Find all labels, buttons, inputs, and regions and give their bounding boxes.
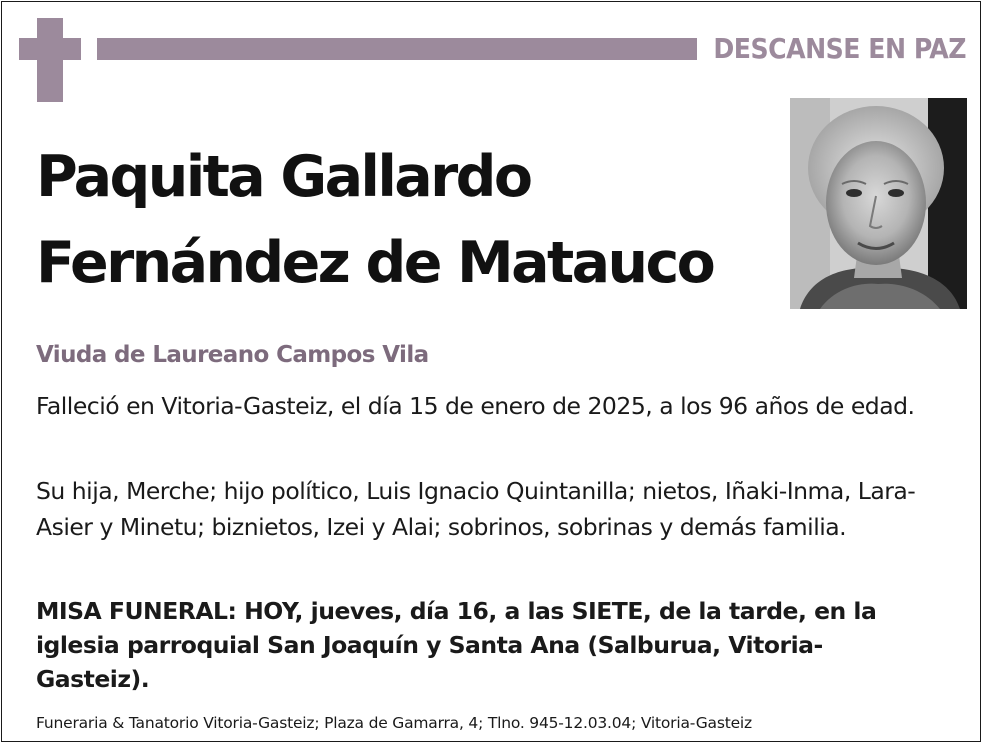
- funeral-home-footer: Funeraria & Tanatorio Vitoria-Gasteiz; Plaza de Gamarra, 4; Tlno. 945-12.03.04; Vitoria-Gasteiz: [36, 714, 752, 732]
- deceased-name-line1: Paquita Gallardo: [36, 144, 531, 210]
- widow-line: Viuda de Laureano Campos Vila: [36, 342, 429, 368]
- cross-icon-horizontal: [19, 38, 81, 60]
- deceased-name-line2: Fernández de Matauco: [36, 230, 714, 296]
- family-list: Su hija, Merche; hijo político, Luis Ignacio Quintanilla; nietos, Iñaki-Inma, Lara-Asier y Minetu; biznietos, Izei y Alai; sobrinos, sobrinas y demás familia.: [36, 477, 916, 541]
- header-rule: [97, 38, 697, 60]
- header-label: DESCANSE EN PAZ: [713, 32, 966, 65]
- portrait-photo: [790, 98, 967, 309]
- deceased-name: [36, 134, 776, 306]
- funeral-details: MISA FUNERAL: HOY, jueves, día 16, a las SIETE, de la tarde, en la iglesia parroquial San Joaquín y Santa Ana (Salburua, Vitoria-Gasteiz).: [36, 597, 877, 693]
- cross-icon-vertical: [37, 18, 63, 102]
- death-notice: Falleció en Vitoria-Gasteiz, el día 15 de enero de 2025, a los 96 años de edad.: [36, 392, 915, 420]
